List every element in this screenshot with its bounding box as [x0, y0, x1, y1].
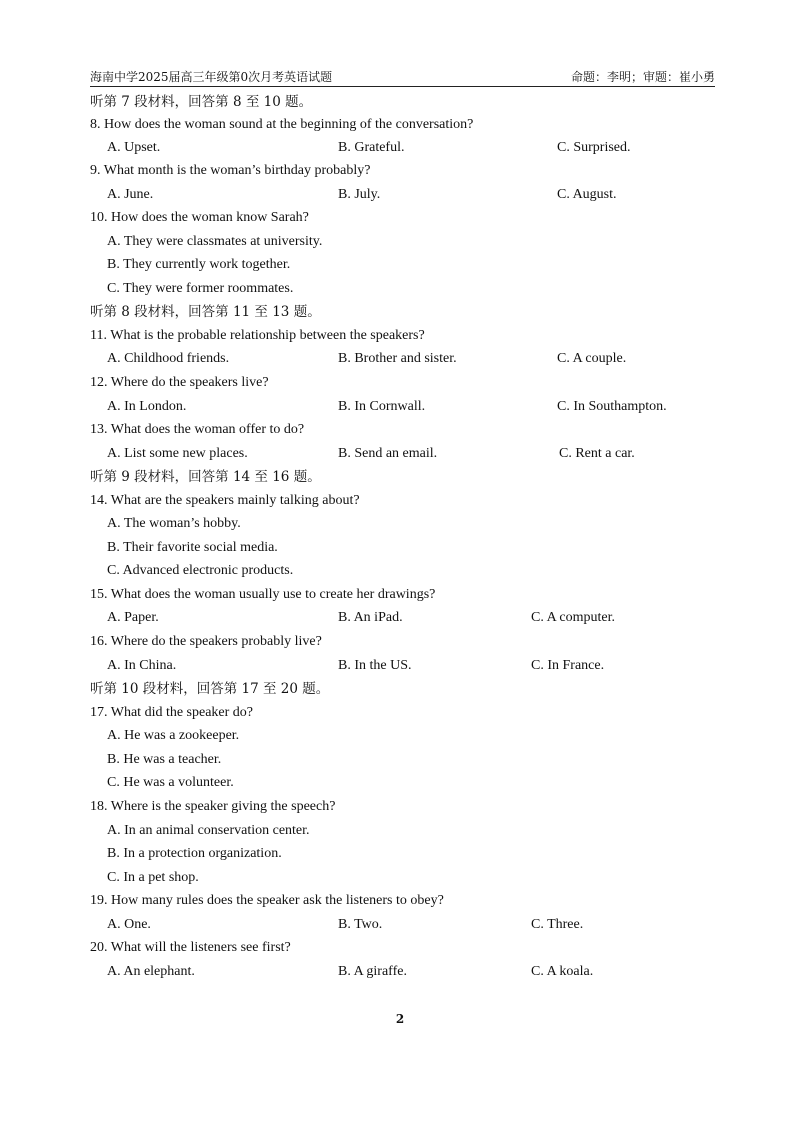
page-header [90, 64, 715, 87]
option-b [0, 254, 800, 276]
section-title: 听第 9 段材料，回答第 14 至 16 题。 [90, 469, 321, 485]
option-a [0, 820, 800, 842]
option-b: B. Brother and sister. [338, 351, 457, 366]
option-a: A. Childhood friends. [107, 351, 230, 366]
option-c: C. In France. [531, 658, 605, 673]
option-a-text: A. He was a zookeeper. [107, 728, 240, 743]
options-row [0, 396, 800, 418]
option-a [0, 231, 800, 253]
options-row [0, 443, 800, 465]
option-c: C. Rent a car. [559, 446, 635, 461]
question-text: 16. Where do the speakers probably live? [90, 634, 322, 649]
option-c: C. A computer. [531, 610, 615, 625]
question-text: 17. What did the speaker do? [90, 705, 254, 720]
option-a-text: A. The woman’s hobby. [107, 516, 241, 531]
exam-credits: 命题：李明；审题：崔小勇 [570, 70, 715, 84]
options-row [0, 607, 800, 629]
option-c: C. Surprised. [557, 140, 631, 155]
option-b-text: B. Their favorite social media. [107, 540, 278, 555]
exam-title: 海南中学2025届高三年级第0次月考英语试题 [90, 70, 333, 84]
option-b-text: B. In a protection organization. [107, 846, 282, 861]
question-text: 9. What month is the woman’s birthday probably? [90, 163, 371, 178]
section-title: 听第 7 段材料，回答第 8 至 10 题。 [90, 94, 313, 110]
option-a: A. Paper. [107, 610, 159, 625]
question-text: 15. What does the woman usually use to create her drawings? [90, 587, 436, 602]
question-text: 11. What is the probable relationship between the speakers? [90, 328, 425, 343]
question-text: 14. What are the speakers mainly talking about? [90, 493, 360, 508]
option-b [0, 749, 800, 771]
option-a-text: A. They were classmates at university. [107, 234, 323, 249]
options-row [0, 914, 800, 936]
option-c: C. In Southampton. [557, 399, 667, 414]
option-c: C. August. [557, 187, 617, 202]
option-b: B. A giraffe. [338, 964, 407, 979]
option-b [0, 537, 800, 559]
option-c [0, 772, 800, 794]
option-b: B. Two. [338, 917, 383, 932]
option-b: B. July. [338, 187, 381, 202]
page-number: 2 [395, 1012, 405, 1026]
question-text: 10. How does the woman know Sarah? [90, 210, 309, 225]
question-text: 8. How does the woman sound at the beginning of the conversation? [90, 117, 474, 132]
option-c [0, 278, 800, 300]
question-text: 18. Where is the speaker giving the speech? [90, 799, 336, 814]
option-a: A. An elephant. [107, 964, 195, 979]
option-b: B. Grateful. [338, 140, 405, 155]
question-text: 12. Where do the speakers live? [90, 375, 269, 390]
option-c: C. A couple. [557, 351, 627, 366]
option-c: C. Three. [531, 917, 584, 932]
option-a-text: A. In an animal conservation center. [107, 823, 310, 838]
option-c-text: C. They were former roommates. [107, 281, 294, 296]
option-b: B. An iPad. [338, 610, 403, 625]
option-c-text: C. In a pet shop. [107, 870, 199, 885]
question-text: 20. What will the listeners see first? [90, 940, 291, 955]
option-a: A. One. [107, 917, 151, 932]
section-title: 听第 8 段材料，回答第 11 至 13 题。 [90, 304, 321, 320]
option-a: A. List some new places. [107, 446, 248, 461]
option-c [0, 867, 800, 889]
option-b [0, 843, 800, 865]
options-row [0, 961, 800, 983]
question-text: 19. How many rules does the speaker ask the listeners to obey? [90, 893, 444, 908]
option-b: B. Send an email. [338, 446, 438, 461]
option-c [0, 560, 800, 582]
options-row [0, 184, 800, 206]
option-b: B. In Cornwall. [338, 399, 426, 414]
option-b-text: B. He was a teacher. [107, 752, 222, 767]
option-b-text: B. They currently work together. [107, 257, 291, 272]
option-c-text: C. He was a volunteer. [107, 775, 234, 790]
option-a: A. Upset. [107, 140, 161, 155]
options-row [0, 348, 800, 370]
options-row [0, 137, 800, 159]
section-title: 听第 10 段材料，回答第 17 至 20 题。 [90, 681, 330, 697]
option-b: B. In the US. [338, 658, 412, 673]
option-c: C. A koala. [531, 964, 594, 979]
option-a [0, 513, 800, 535]
option-a [0, 725, 800, 747]
option-a: A. In London. [107, 399, 187, 414]
options-row [0, 655, 800, 677]
option-c-text: C. Advanced electronic products. [107, 563, 294, 578]
question-text: 13. What does the woman offer to do? [90, 422, 305, 437]
option-a: A. In China. [107, 658, 177, 673]
option-a: A. June. [107, 187, 154, 202]
